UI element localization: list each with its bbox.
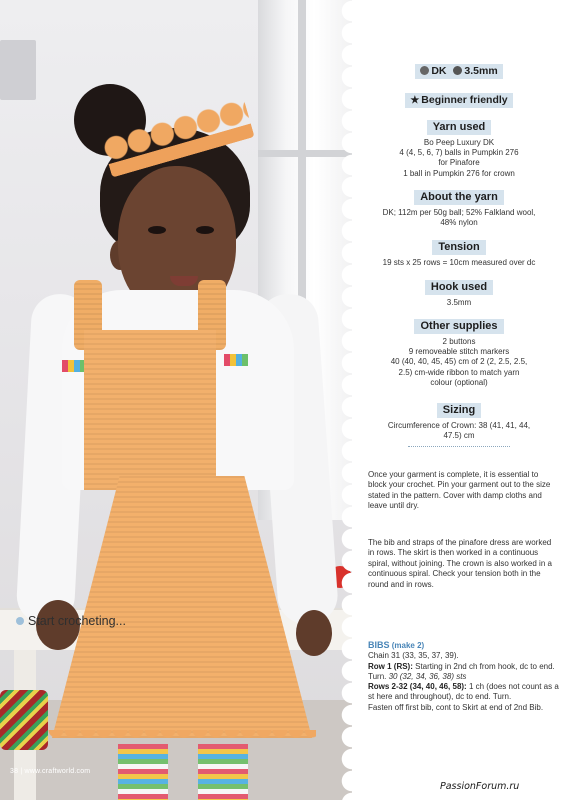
about-yarn-line: 48% nylon (440, 218, 478, 228)
fasten-instruction: Fasten off first bib, cont to Skirt at end of 2nd Bib. (368, 702, 544, 712)
supplies-line: 40 (40, 40, 45, 45) cm of 2 (2, 2.5, 2.5, (390, 357, 528, 367)
supplies-line: 9 removeable stitch markers (408, 347, 510, 357)
tension-section (352, 237, 566, 268)
row1-instruction (368, 662, 560, 683)
yarn-weight-badge (415, 64, 502, 79)
yarn-used-line: 1 ball in Pumpkin 276 for crown (403, 168, 515, 178)
right-eye (196, 226, 214, 234)
page-footer: 38 | www.craftworld.com (10, 768, 91, 775)
other-supplies-section (352, 316, 566, 388)
skirt-scallop-edge (48, 730, 316, 744)
sizing-heading: Sizing (437, 403, 481, 418)
row1-stitch-count: 30 (32, 34, 36, 38) sts (388, 671, 467, 681)
difficulty-label: Beginner friendly (421, 94, 508, 106)
tension-line: 19 sts x 25 rows = 10cm measured over dc (382, 258, 536, 267)
star-icon: ★ (410, 95, 420, 106)
hook-icon (453, 66, 462, 75)
bibs-title: BIBS (368, 640, 390, 650)
supplies-line: colour (optional) (430, 377, 488, 387)
sizing-line: 47.5) cm (443, 431, 475, 441)
tension-heading: Tension (432, 240, 485, 255)
sleeve-stripe-right (224, 354, 248, 366)
yarn-used-section (352, 117, 566, 179)
page-number: 38 (10, 768, 19, 775)
footer-site: www.craftworld.com (24, 768, 91, 775)
yarn-ball-icon (420, 66, 429, 75)
yarn-ball-bullet-icon (16, 617, 24, 625)
right-hand (296, 610, 332, 656)
hook-used-heading: Hook used (425, 280, 493, 295)
supplies-line: 2.5) cm-wide ribbon to match yarn (398, 367, 520, 377)
difficulty-badge (405, 93, 512, 108)
yarn-used-line: Bo Peep Luxury DK (423, 138, 495, 147)
hook-used-line: 3.5mm (446, 298, 472, 307)
other-supplies-heading: Other supplies (414, 319, 503, 334)
rows-label: Rows 2-32 (34, 40, 46, 58): (368, 682, 467, 692)
blocking-paragraph: Once your garment is complete, it is essential to block your crochet. Pin your garment out to the size stated in the pattern. Cover with damp cloths and leave until dry. (368, 470, 551, 511)
about-yarn-heading: About the yarn (414, 190, 504, 205)
hook-size-label: 3.5mm (464, 65, 498, 77)
left-leg-tights (118, 744, 168, 800)
row1-label: Row 1 (RS): (368, 661, 413, 671)
badge-row (352, 64, 566, 79)
sizing-section (352, 400, 566, 441)
rows-instruction (368, 682, 560, 703)
chain-instruction: Chain 31 (33, 35, 37, 39). (368, 651, 459, 661)
yarn-used-line: 4 (4, 5, 6, 7) balls in Pumpkin 276 (399, 148, 519, 158)
bibs-pattern (368, 640, 560, 713)
yarn-used-line: for Pinafore (438, 158, 480, 168)
start-heading-text: Start crocheting... (28, 614, 126, 628)
construction-paragraph: The bib and straps of the pinafore dress are worked in rows. The skirt is then worked in a continuous spiral, without joining. The crown is also worked in a continuous spiral. Check your tension both in the round and in rows. (368, 538, 552, 589)
watermark: PassionForum.ru (440, 781, 520, 792)
difficulty-section (352, 90, 566, 108)
supplies-line: 2 buttons (442, 337, 476, 346)
scalloped-divider (338, 0, 352, 800)
start-crocheting-heading (16, 614, 126, 628)
rows-text: 1 ch (does not count as a st here and throughout), dc to end. Turn. (368, 682, 559, 702)
about-yarn-line: DK; 112m per 50g ball; 52% Falkland wool, (382, 208, 536, 217)
sizing-line: Circumference of Crown: 38 (41, 41, 44, (387, 421, 531, 430)
right-leg-tights (198, 744, 248, 800)
hook-used-section (352, 277, 566, 308)
yarn-weight-label: DK (431, 65, 447, 77)
bibs-title-row (368, 640, 560, 651)
child-figure (22, 80, 332, 800)
yarn-used-heading: Yarn used (427, 120, 492, 135)
left-eye (148, 226, 166, 234)
pinafore-bib (84, 330, 216, 490)
bibs-subtitle: (make 2) (391, 641, 425, 650)
dotted-divider (408, 446, 510, 447)
row1-text: Starting in 2nd ch from hook, dc to end. Turn. (368, 661, 555, 681)
about-yarn-section (352, 187, 566, 228)
